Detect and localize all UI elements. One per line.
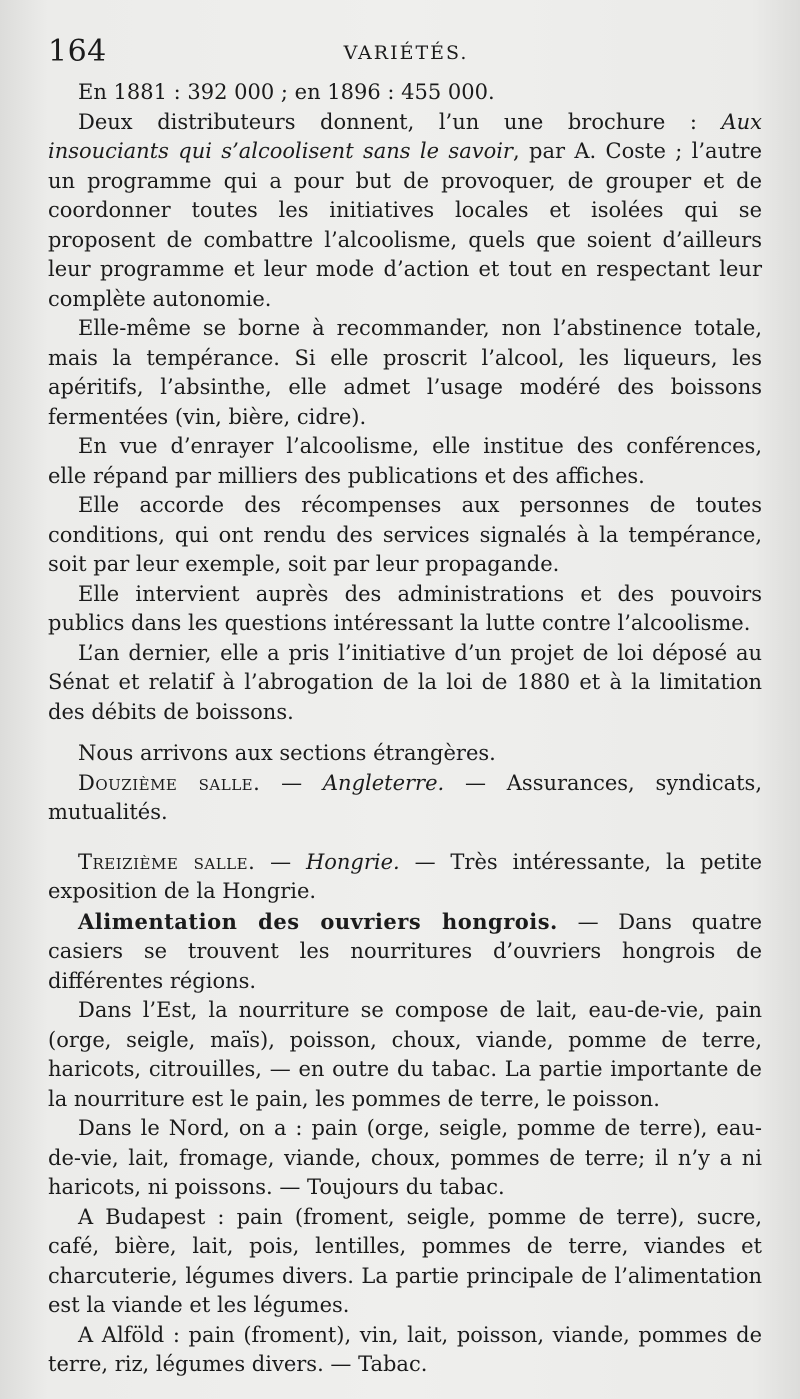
paragraph-temperance [48,314,762,432]
dash-separator: — [255,849,306,874]
paragraph-statistics [48,78,762,108]
page-header [48,30,764,70]
paragraph-east [48,996,762,1114]
body-text [48,78,762,1380]
paragraph-lead: Deux distributeurs donnent, l’un une brochure : [78,109,722,134]
paragraph-text: — Assurances, syndicats, mutualités. [48,770,762,824]
paragraph-hungarian-food [48,907,762,997]
paragraph-text: Dans l’Est, la nourriture se compose de lait, eau-de-vie, pain (orge, seigle, maïs), poisson, choux, viande, pomme de terre, haricots, citrouilles, — en outre du tabac. La partie importante de la nourriture est le pain, les pommes de terre, le poisson. [48,998,762,1111]
section-heading: Alimentation des ouvriers hongrois. [78,908,558,934]
paragraph-intervention [48,580,762,639]
room-label: Treizième salle. [78,849,256,874]
paragraph-text: En 1881 : 392 000 ; en 1896 : 455 000. [78,80,495,104]
paragraph-room-thirteen [48,848,762,907]
paragraph-text: Elle accorde des récompenses aux personnes de toutes conditions, qui ont rendu des services signalés à la tempérance, soit par leur exemple, soit par leur propagande. [48,493,762,576]
paragraph-text: — Très intéressante, la petite exposition de la Hongrie. [48,849,762,903]
paragraph-conferences [48,432,762,491]
paragraph-text: Elle intervient auprès des administrations et des pouvoirs publics dans les questions intéressant la lutte contre l’alcoolisme. [48,581,762,635]
paragraph-text: Elle-même se borne à recommander, non l’abstinence totale, mais la tempérance. Si elle proscrit l’alcool, les liqueurs, les apéritifs, l’absinthe, elle admet l’usage modéré des boissons fermentées (vin, bière, cidre). [48,316,762,429]
paragraph-text: En vue d’enrayer l’alcoolisme, elle institue des conférences, elle répand par milliers des publications et des affiches. [48,434,762,488]
paragraph-alfold [48,1321,762,1380]
paragraph-north [48,1114,762,1203]
running-title: VARIÉTÉS. [343,42,469,64]
room-label: Douzième salle. [78,770,261,795]
paragraph-law-project [48,639,762,728]
dash-separator: — [260,770,323,795]
paragraph-text: , par A. Coste ; l’autre un programme qui a pour but de provoquer, de grouper et de coordonner toutes les initiatives locales et isolées qui se proposent de combattre l’alcoolisme, quels que soient d’ailleurs leur programme et leur mode d’action et tout en respectant leur complète autonomie. [48,139,763,311]
paragraph-brochures [48,108,762,315]
paragraph-text: Nous arrivons aux sections étrangères. [78,741,496,765]
paragraph-text: A Budapest : pain (froment, seigle, pomme de terre), sucre, café, bière, lait, pois, lentilles, pommes de terre, viandes et charcuterie, légumes divers. La partie principale de l’alimentation est la viande et les légumes. [48,1204,762,1317]
page-number: 164 [48,34,107,69]
paragraph-budapest [48,1203,762,1321]
country-name: Hongrie. [305,849,400,874]
brochure-title: Aux insouciants qui s’alcoolisent sans le savoir [48,109,762,163]
paragraph-foreign-sections [48,739,762,769]
paragraph-text: A Alföld : pain (froment), vin, lait, poisson, viande, pommes de terre, riz, légumes divers. — Tabac. [48,1322,762,1376]
country-name: Angleterre. [322,770,445,795]
paragraph-room-twelve [48,769,762,828]
paragraph-text: — Dans quatre casiers se trouvent les nourritures d’ouvriers hongrois de différentes régions. [48,909,762,993]
paragraph-text: L’an dernier, elle a pris l’initiative d’un projet de loi déposé au Sénat et relatif à l’abrogation de la loi de 1880 et à la limitation des débits de boissons. [48,640,762,724]
paragraph-rewards [48,491,762,580]
paragraph-text: Dans le Nord, on a : pain (orge, seigle, pomme de terre), eau-de-vie, lait, fromage, viande, choux, pommes de terre; il n’y a ni haricots, ni poissons. — Toujours du tabac. [48,1116,762,1199]
